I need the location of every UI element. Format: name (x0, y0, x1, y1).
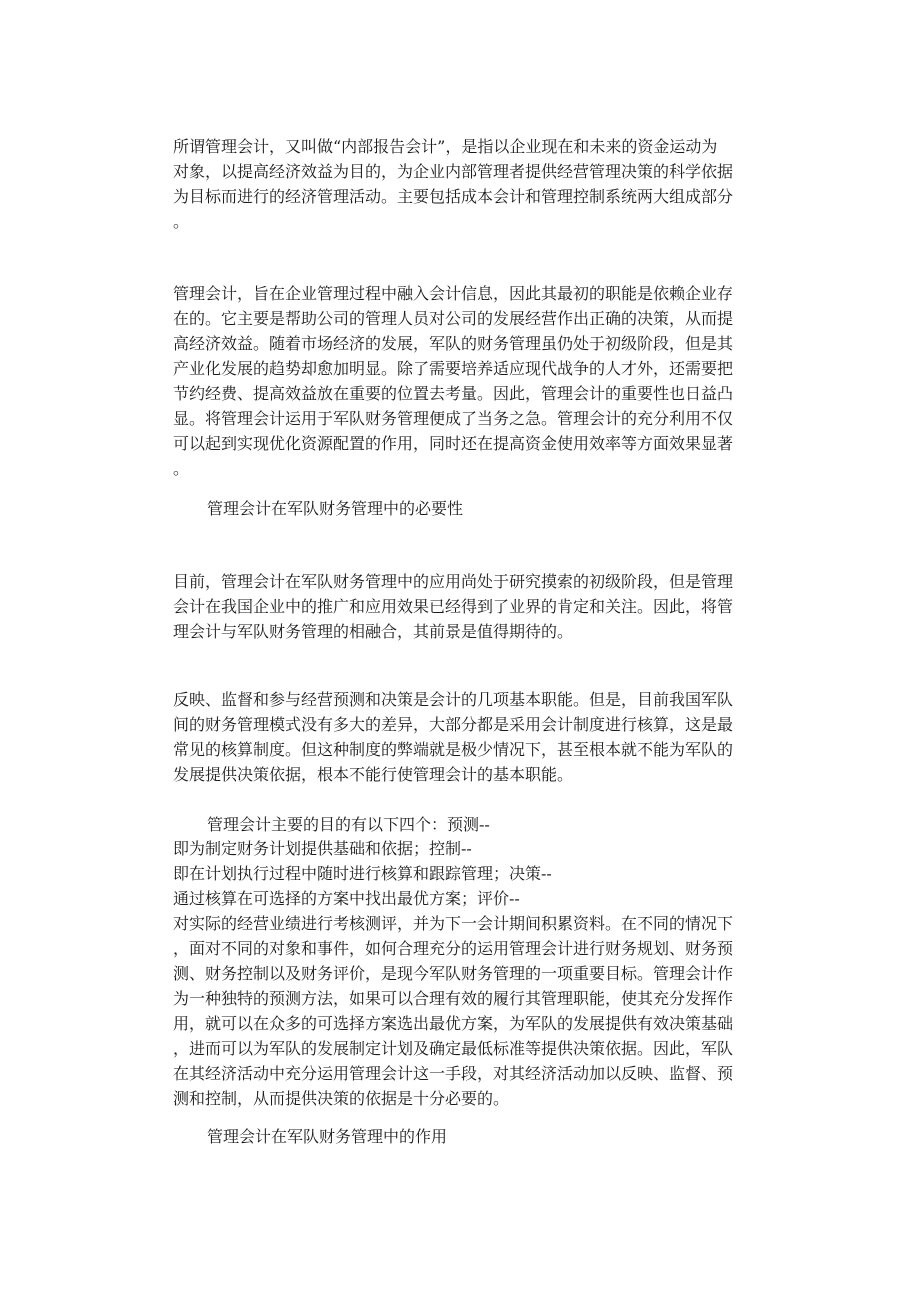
text-line: 测和控制，从而提供决策的依据是十分必要的。 (173, 1089, 510, 1108)
text-line: 在其经济活动中充分运用管理会计这一手段，对其经济活动加以反映、监督、预 (173, 1064, 734, 1083)
text-line: 对象，以提高经济效益为目的，为企业内部管理者提供经营管理决策的科学依据 (173, 162, 734, 181)
text-line: 显。将管理会计运用于军队财务管理便成了当务之急。管理会计的充分利用不仅 (173, 409, 734, 428)
text-line: 常见的核算制度。但这种制度的弊端就是极少情况下，甚至根本就不能为军队的 (173, 740, 734, 759)
section-heading-role: 管理会计在军队财务管理中的作用 (207, 1127, 448, 1146)
text-line: 通过核算在可选择的方案中找出最优方案；评价-- (173, 889, 520, 908)
paragraph-objectives-intro: 管理会计主要的目的有以下四个：预测-- (207, 815, 490, 834)
paragraph-objectives (173, 836, 753, 1111)
text-line: 用，就可以在众多的可选择方案选出最优方案，为军队的发展提供有效决策基础 (173, 1014, 734, 1033)
text-line: 。 (173, 459, 190, 478)
text-line: 对实际的经营业绩进行考核测评，并为下一会计期间积累资料。在不同的情况下 (173, 914, 734, 933)
text-line: 即在计划执行过程中随时进行核算和跟踪管理；决策-- (173, 864, 552, 883)
text-line: 测、财务控制以及财务评价，是现今军队财务管理的一项重要目标。管理会计作 (173, 964, 734, 983)
paragraph-purpose (173, 281, 753, 481)
text-line: 为目标而进行的经济管理活动。主要包括成本会计和管理控制系统两大组成部分 (173, 187, 734, 206)
text-line: ，进而可以为军队的发展制定计划及确定最低标准等提供决策依据。因此，军队 (173, 1039, 734, 1058)
text-line: 所谓管理会计，又叫做“内部报告会计”，是指以企业现在和未来的资金运动为 (173, 137, 718, 156)
text-line: 在的。它主要是帮助公司的管理人员对公司的发展经营作出正确的决策，从而提 (173, 309, 734, 328)
paragraph-definition (173, 134, 753, 234)
text-line: 发展提供决策依据，根本不能行使管理会计的基本职能。 (173, 765, 574, 784)
section-heading-necessity: 管理会计在军队财务管理中的必要性 (207, 499, 464, 518)
text-line: 管理会计，旨在企业管理过程中融入会计信息，因此其最初的职能是依赖企业存 (173, 284, 734, 303)
text-line: 节约经费、提高效益放在重要的位置去考量。因此，管理会计的重要性也日益凸 (173, 384, 734, 403)
text-line: 理会计与军队财务管理的相融合，其前景是值得期待的。 (173, 622, 574, 641)
text-line: 反映、监督和参与经营预测和决策是会计的几项基本职能。但是，目前我国军队 (173, 690, 734, 709)
text-line: 目前，管理会计在军队财务管理中的应用尚处于研究摸索的初级阶段，但是管理 (173, 572, 734, 591)
text-line: 会计在我国企业中的推广和应用效果已经得到了业界的肯定和关注。因此，将管 (173, 597, 734, 616)
text-line: 。 (173, 212, 190, 231)
paragraph-functions (173, 687, 753, 787)
text-line: 高经济效益。随着市场经济的发展，军队的财务管理虽仍处于初级阶段，但是其 (173, 334, 734, 353)
paragraph-current-status (173, 569, 753, 644)
text-line: 间的财务管理模式没有多大的差异，大部分都是采用会计制度进行核算，这是最 (173, 715, 734, 734)
text-line: 可以起到实现优化资源配置的作用，同时还在提高资金使用效率等方面效果显著 (173, 434, 734, 453)
text-line: 即为制定财务计划提供基础和依据；控制-- (173, 839, 472, 858)
text-line: ，面对不同的对象和事件，如何合理充分的运用管理会计进行财务规划、财务预 (173, 939, 734, 958)
text-line: 产业化发展的趋势却愈加明显。除了需要培养适应现代战争的人才外，还需要把 (173, 359, 734, 378)
text-line: 为一种独特的预测方法，如果可以合理有效的履行其管理职能，使其充分发挥作 (173, 989, 734, 1008)
